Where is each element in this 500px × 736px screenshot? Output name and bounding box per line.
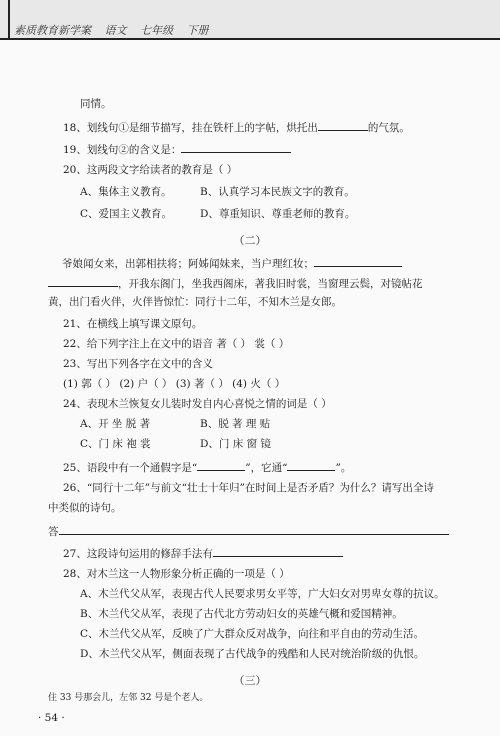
option-28b: B、木兰代父从军，表现了古代北方劳动妇女的英雄气概和爱国精神。 [80, 608, 403, 620]
question-25-tail: ”。 [335, 462, 352, 474]
answer-line [48, 524, 449, 539]
question-18-tail: 的气氛。 [367, 122, 410, 134]
answer-blank-26[interactable] [59, 524, 449, 535]
reading-line-1: 住 33 号那会儿，左邻 32 号是个老人。 [48, 693, 209, 703]
question-24: 24、表现木兰恢复女儿装时发自内心喜悦之情的词是（ ） [63, 398, 332, 410]
page-number: · 54 · [38, 712, 65, 724]
question-22: 22、给下列字注上在文中的语音 著（ ） 裳（ ） [63, 338, 290, 350]
poem-blank-1[interactable] [314, 256, 402, 267]
header-grade: 七年级 [140, 24, 173, 37]
page-header [0, 0, 500, 40]
option-28d: D、木兰代父从军，侧面表现了古代战争的残酷和人民对统治阶级的仇恨。 [80, 648, 425, 660]
question-27-text: 27、这段诗句运用的修辞手法有 [63, 548, 213, 560]
option-20a: A、集体主义教育。 [80, 186, 172, 198]
question-18-text: 18、划线句①是细节描写，挂在铁杆上的字帖，烘托出 [63, 122, 318, 134]
poem-line-1 [62, 256, 402, 271]
question-26-cont: 中类似的诗句。 [48, 502, 122, 514]
header-volume: 下册 [186, 24, 209, 37]
option-28c: C、木兰代父从军，反映了广大群众反对战争，向往和平自由的劳动生活。 [80, 628, 425, 640]
option-24d: D、门 床 窗 镜 [200, 438, 271, 450]
question-25-text: 25、语段中有一个通假字是“ [63, 462, 198, 474]
option-24a: A、开 坐 脱 著 [80, 418, 151, 430]
header-series: 素质教育新学案 [14, 24, 91, 37]
option-28a: A、木兰代父从军，表现古代人民要求男女平等，广大妇女对男卑女尊的抗议。 [80, 588, 445, 600]
header-left-rule [8, 0, 10, 40]
question-23: 23、写出下列各字在文中的含义 [63, 358, 213, 370]
answer-blank-27[interactable] [213, 546, 343, 557]
question-20: 20、这两段文字给读者的教育是（ ） [63, 164, 238, 176]
poem-line-2-text: ，开我东阁门，坐我西阁床，著我旧时裳，当窗理云鬓，对镜帖花 [118, 278, 423, 290]
question-25-mid: ”，它通“ [245, 462, 288, 474]
answer-label: 答 [48, 526, 59, 538]
section-3-title: （三） [233, 674, 267, 687]
option-20b: B、认真学习本民族文字的教育。 [200, 186, 355, 198]
header-text [14, 22, 219, 38]
option-24b: B、脱 著 理 贴 [200, 418, 271, 430]
poem-line-3: 黄，出门看火伴，火伴皆惊忙：同行十二年，不知木兰是女郎。 [48, 296, 342, 308]
header-subject: 语文 [104, 24, 127, 37]
option-20d: D、尊重知识、尊重老师的教育。 [200, 208, 356, 220]
question-26: 26、“同行十二年”与前文“壮士十年归”在时间上是否矛盾？为什么？请写出全诗 [63, 482, 434, 494]
answer-blank-19[interactable] [181, 142, 291, 153]
section-2-title: （二） [233, 234, 267, 247]
question-28: 28、对木兰这一人物形象分析正确的一项是（ ） [63, 568, 290, 580]
answer-blank-25a[interactable] [197, 460, 245, 471]
question-25 [63, 460, 351, 475]
option-20c: C、爱国主义教育。 [80, 208, 173, 220]
answer-blank-25b[interactable] [287, 460, 335, 471]
question-18 [63, 120, 410, 135]
poem-line-1-text: 爷娘闻女来，出郭相扶将；阿姊闻妹来，当户理红妆； [62, 258, 314, 270]
poem-blank-2[interactable] [48, 276, 118, 287]
option-24c: C、门 床 袍 裳 [80, 438, 151, 450]
question-23-items: (1) 郭（ ） (2) 户（ ） (3) 著（ ） (4) 火（ ） [63, 378, 286, 390]
poem-line-2 [48, 276, 423, 291]
question-19-text: 19、划线句②的含义是： [63, 144, 182, 156]
question-27 [63, 546, 343, 561]
question-21: 21、在横线上填写课文原句。 [63, 318, 203, 330]
question-19 [63, 142, 291, 157]
line-tongqing: 同情。 [80, 98, 112, 110]
answer-blank-18[interactable] [318, 120, 368, 131]
